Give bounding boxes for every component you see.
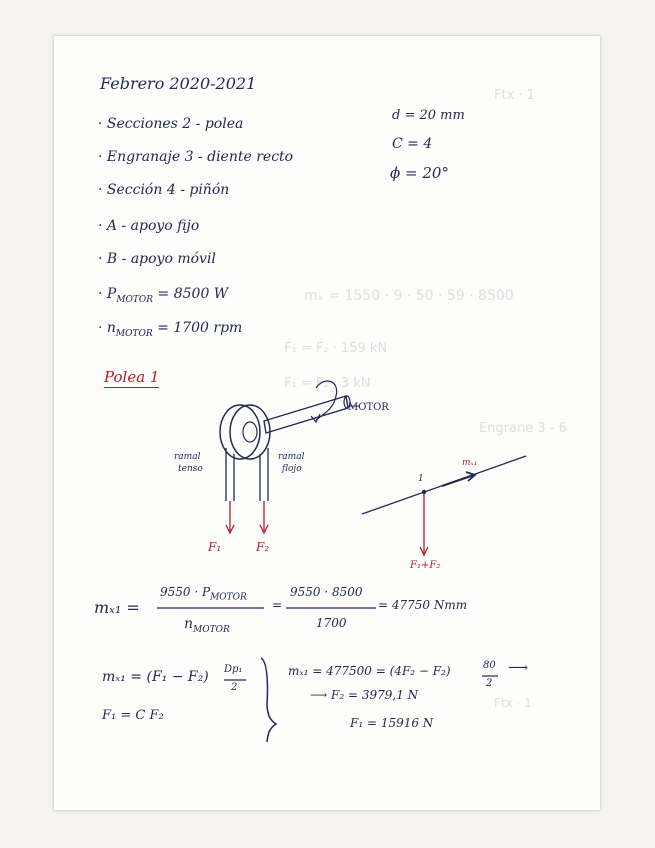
- eq1-numerator: [160, 585, 247, 602]
- force-f2-label: F₂: [256, 540, 270, 554]
- motor-label: MOTOR: [348, 402, 389, 413]
- eq1-denominator-sub: MOTOR: [193, 624, 230, 635]
- motor-shaft: [264, 396, 348, 433]
- eq2-rhs-numerator: 80: [483, 660, 496, 671]
- eq2-lhs: mₓ₁ = (F₁ − F₂): [102, 669, 209, 685]
- eq2-continue-arrow: ⟶: [508, 660, 529, 676]
- fbd-moment-label: mₓ₁: [462, 458, 478, 468]
- page-title: Febrero 2020-2021: [100, 74, 257, 93]
- eq1-denominator: [184, 616, 230, 635]
- eq1-denominator-text: n: [184, 616, 194, 632]
- eq2-rhs-denominator: 2: [486, 678, 493, 689]
- bleed-through-text: F₁ = F₂ · 159 kN: [284, 341, 388, 356]
- eq1-numerator-sub: MOTOR: [210, 592, 247, 603]
- list-item: · A - apoyo fijo: [98, 218, 200, 234]
- power-symbol: · P: [98, 286, 117, 302]
- eq1-lhs: mₓ₁ =: [94, 598, 140, 617]
- eq2-result-f1: F₁ = 15916 N: [350, 716, 434, 730]
- bleed-through-text: Ftx · 1: [494, 696, 532, 710]
- fbd-force-label: F₁+F₂: [410, 560, 441, 571]
- bleed-through-text: F₁ = F₂ · 3 kN: [284, 376, 371, 391]
- param-d: d = 20 mm: [392, 108, 465, 123]
- force-f1-label: F₁: [208, 540, 222, 554]
- eq1-numerator-text: 9550 · P: [160, 585, 211, 599]
- section-title-text: Polea 1: [104, 368, 160, 386]
- speed-symbol: · n: [98, 320, 116, 336]
- eq1-denominator-values: 1700: [316, 616, 347, 630]
- pulley-hub: [243, 422, 257, 442]
- speed-value: = 1700 rpm: [157, 320, 243, 336]
- ramal-flojo-label-1: ramal: [278, 452, 305, 462]
- list-item: · Sección 4 - piñón: [98, 182, 230, 198]
- pulley-disc-front: [230, 405, 270, 459]
- power-subscript: MOTOR: [116, 294, 154, 305]
- fbd-point-label: 1: [418, 474, 424, 484]
- list-item: · Secciones 2 - polea: [98, 116, 244, 132]
- eq1-numerator-values: 9550 · 8500: [290, 585, 363, 599]
- eq2-result-f2: ⟶ F₂ = 3979,1 N: [310, 688, 419, 702]
- list-item: · Engranaje 3 - diente recto: [98, 149, 294, 165]
- ramal-tenso-label-1: ramal: [174, 452, 201, 462]
- eq2-rhs: mₓ₁ = 477500 = (4F₂ − F₂): [288, 664, 451, 678]
- speed-subscript: MOTOR: [115, 328, 153, 339]
- bleed-through-text: mₓ = 1550 · 9 · 50 · 59 · 8500: [304, 288, 514, 304]
- eq2-relation: F₁ = C F₂: [102, 708, 164, 723]
- eq1-equals: =: [272, 598, 283, 612]
- ramal-tenso-label-2: tenso: [178, 464, 203, 474]
- power-value: = 8500 W: [157, 286, 229, 302]
- eq2-dp-numerator: Dp₁: [224, 664, 243, 675]
- notebook-page: [54, 36, 600, 810]
- param-phi: ϕ = 20°: [390, 164, 449, 182]
- bleed-through-text: Ftx · 1: [494, 88, 535, 103]
- eq2-dp-denominator: 2: [231, 682, 238, 693]
- eq1-result: = 47750 Nmm: [378, 598, 468, 612]
- ramal-flojo-label-2: flojo: [282, 464, 302, 474]
- list-item: · B - apoyo móvil: [98, 251, 216, 267]
- param-c: C = 4: [392, 136, 433, 152]
- equation-brace: [261, 658, 276, 742]
- fbd-point: [422, 490, 426, 494]
- bleed-through-text: Engrane 3 - 6: [479, 421, 567, 436]
